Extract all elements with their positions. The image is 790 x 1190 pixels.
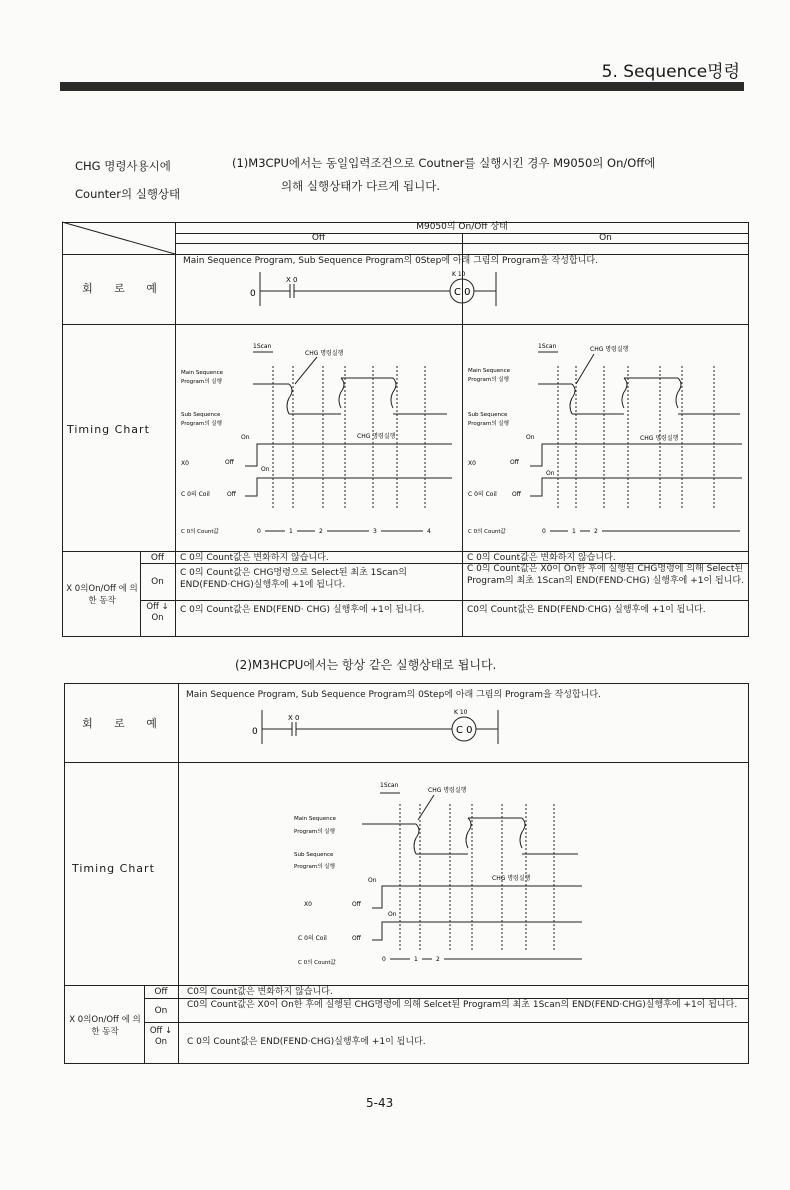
svg-text:1: 1: [289, 528, 293, 535]
timing-chart-label: Timing Chart: [67, 423, 150, 436]
off-col-row-on: C 0의 Count값은 CHG명령으로 Select된 최초 1Scan의 END(FEND·CHG)실행후에 +1에 됩니다.: [180, 568, 407, 590]
m3hcpu-title: (2)M3HCPU에서는 항상 같은 실행상태로 됩니다.: [235, 658, 497, 672]
svg-text:Off: Off: [352, 935, 361, 942]
svg-text:X0: X0: [181, 460, 189, 467]
svg-text:2: 2: [436, 956, 440, 963]
svg-text:1: 1: [572, 528, 576, 535]
svg-text:C 0의 Count값: C 0의 Count값: [181, 529, 219, 535]
on-col-row-offon: C0의 Count값은 END(FEND·CHG) 실행후에 +1이 됩니다.: [467, 605, 706, 615]
svg-text:2: 2: [594, 528, 598, 535]
svg-text:Program의 실행: Program의 실행: [294, 864, 335, 870]
svg-text:1Scan: 1Scan: [253, 343, 272, 350]
svg-text:2: 2: [319, 528, 323, 535]
svg-text:0: 0: [542, 528, 546, 535]
svg-text:On: On: [526, 434, 535, 441]
intro-line2: 의해 실행상태가 다르게 됩니다.: [281, 179, 441, 193]
off-col-row-off: C 0의 Count값은 변화하지 않습니다.: [180, 553, 329, 563]
svg-text:Main Sequence: Main Sequence: [468, 368, 511, 374]
svg-text:0: 0: [257, 528, 261, 535]
svg-text:Off: Off: [510, 459, 519, 466]
section-title: 5. Sequence명령: [601, 62, 740, 82]
on-col-row-off: C 0의 Count값은 변화하지 않습니다.: [467, 553, 616, 563]
svg-text:X0: X0: [468, 460, 476, 467]
svg-text:Program의 실행: Program의 실행: [181, 421, 222, 427]
timing-chart-off: [177, 338, 462, 538]
svg-text:Sub Sequence: Sub Sequence: [468, 412, 508, 418]
svg-text:On: On: [388, 911, 397, 918]
svg-text:0: 0: [252, 727, 258, 737]
timing-chart-on: [464, 338, 749, 538]
off-col-row-offon: C 0의 Count값은 END(FEND· CHG) 실행후에 +1이 됩니다.: [180, 605, 425, 615]
state-off: Off: [150, 553, 165, 563]
page-number: 5-43: [366, 1096, 394, 1110]
svg-text:K 10: K 10: [454, 709, 468, 716]
svg-text:Program의 실행: Program의 실행: [468, 421, 509, 427]
contact-label: X 0: [286, 276, 298, 284]
svg-text:C 0의 Coil: C 0의 Coil: [298, 935, 327, 942]
svg-text:CHG 명령실행: CHG 명령실행: [305, 350, 344, 357]
svg-text:Off: Off: [227, 491, 236, 498]
svg-text:Program의 실행: Program의 실행: [468, 377, 509, 383]
preset-label: K 10: [452, 271, 466, 278]
svg-text:CHG 명령실행: CHG 명령실행: [428, 787, 467, 794]
svg-text:C 0의 Count값: C 0의 Count값: [468, 529, 506, 535]
col-on-header: On: [599, 233, 612, 243]
state-off-2: Off: [154, 987, 168, 997]
svg-text:CHG 명령실행: CHG 명령실행: [590, 346, 629, 353]
svg-text:X0: X0: [304, 901, 312, 908]
step-number: 0: [250, 289, 256, 299]
ladder-diagram: [250, 270, 530, 310]
ladder-diagram-2: [252, 708, 532, 748]
svg-text:Off: Off: [225, 459, 234, 466]
circuit-example-label: 회 로 예: [82, 282, 158, 295]
svg-text:CHG 명령실행: CHG 명령실행: [357, 433, 396, 440]
state-on: On: [151, 577, 164, 587]
svg-text:C 0의 Count값: C 0의 Count값: [298, 960, 336, 966]
state-on-2: On: [154, 1006, 168, 1016]
header-rule: [60, 82, 744, 91]
row-on-text-2: C0의 Count값은 X0이 On한 후에 실행된 CHG명령에 의해 Selcet된 Program의 최초 1Scan의 END(FEND·CHG)실행후에 +1이 됩니다.: [187, 1000, 738, 1010]
svg-text:On: On: [546, 470, 555, 477]
timing-chart-m3hcpu: [292, 776, 592, 976]
row-off-text-2: C0의 Count값은 변화하지 않습니다.: [187, 987, 333, 997]
svg-text:Main Sequence: Main Sequence: [294, 816, 337, 822]
header-diagonal: [62, 222, 175, 254]
svg-text:CHG 명령실행: CHG 명령실행: [640, 435, 679, 442]
svg-text:Off: Off: [512, 491, 521, 498]
col-off-header: Off: [311, 233, 326, 243]
side-heading-line1: CHG 명령사용시에: [75, 159, 171, 173]
svg-text:1Scan: 1Scan: [538, 343, 557, 350]
m9050-state-header: M9050의 On/Off 상태: [416, 222, 508, 232]
svg-text:C 0의 Coil: C 0의 Coil: [468, 491, 497, 498]
circuit-description: Main Sequence Program, Sub Sequence Program의 0Step에 아래 그림의 Program을 작성합니다.: [183, 256, 598, 266]
svg-text:4: 4: [427, 528, 431, 535]
svg-text:1Scan: 1Scan: [380, 782, 399, 789]
svg-text:Program의 실행: Program의 실행: [181, 379, 222, 385]
svg-text:C 0의 Coil: C 0의 Coil: [181, 491, 210, 498]
on-col-row-on: C 0의 Count값은 X0이 On한 후에 실행된 CHG명령에 의해 Select된 Program의 최초 1Scan의 END(FEND·CHG) 실행후에 +1이 됩니다.: [467, 564, 744, 586]
state-off-to-on-2: Off ↓ On: [149, 1026, 173, 1047]
svg-text:Main Sequence: Main Sequence: [181, 370, 224, 376]
svg-text:C 0: C 0: [456, 725, 473, 736]
x0-onoff-label-2: X 0의On/Off 에 의한 동작: [69, 1015, 141, 1037]
svg-text:Program의 실행: Program의 실행: [294, 829, 335, 835]
timing-chart-label-2: Timing Chart: [72, 862, 155, 875]
svg-text:On: On: [261, 466, 270, 473]
svg-text:On: On: [241, 434, 250, 441]
svg-text:Sub Sequence: Sub Sequence: [181, 412, 221, 418]
intro-line1: (1)M3CPU에서는 동일입력조건으로 Coutner를 실행시킨 경우 M9050의 On/Off에: [232, 156, 656, 170]
svg-text:3: 3: [373, 528, 377, 535]
coil-label: C 0: [454, 287, 471, 298]
row-offon-text-2: C 0의 Count값은 END(FEND·CHG)실행후에 +1이 됩니다.: [187, 1037, 426, 1047]
side-heading-line2: Counter의 실행상태: [75, 187, 181, 201]
circuit-description-2: Main Sequence Program, Sub Sequence Program의 0Step에 아래 그림의 Program을 작성합니다.: [186, 690, 601, 700]
svg-text:X 0: X 0: [288, 714, 300, 722]
svg-text:1: 1: [414, 956, 418, 963]
svg-text:Off: Off: [352, 901, 361, 908]
svg-text:On: On: [368, 877, 377, 884]
circuit-example-label-2: 회 로 예: [82, 717, 158, 730]
svg-text:0: 0: [382, 956, 386, 963]
state-off-to-on: Off ↓ On: [146, 602, 169, 623]
svg-text:Sub Sequence: Sub Sequence: [294, 852, 334, 858]
x0-onoff-label: X 0의On/Off 에 의한 동작: [66, 584, 138, 606]
svg-text:CHG 명령실행: CHG 명령실행: [492, 875, 531, 882]
